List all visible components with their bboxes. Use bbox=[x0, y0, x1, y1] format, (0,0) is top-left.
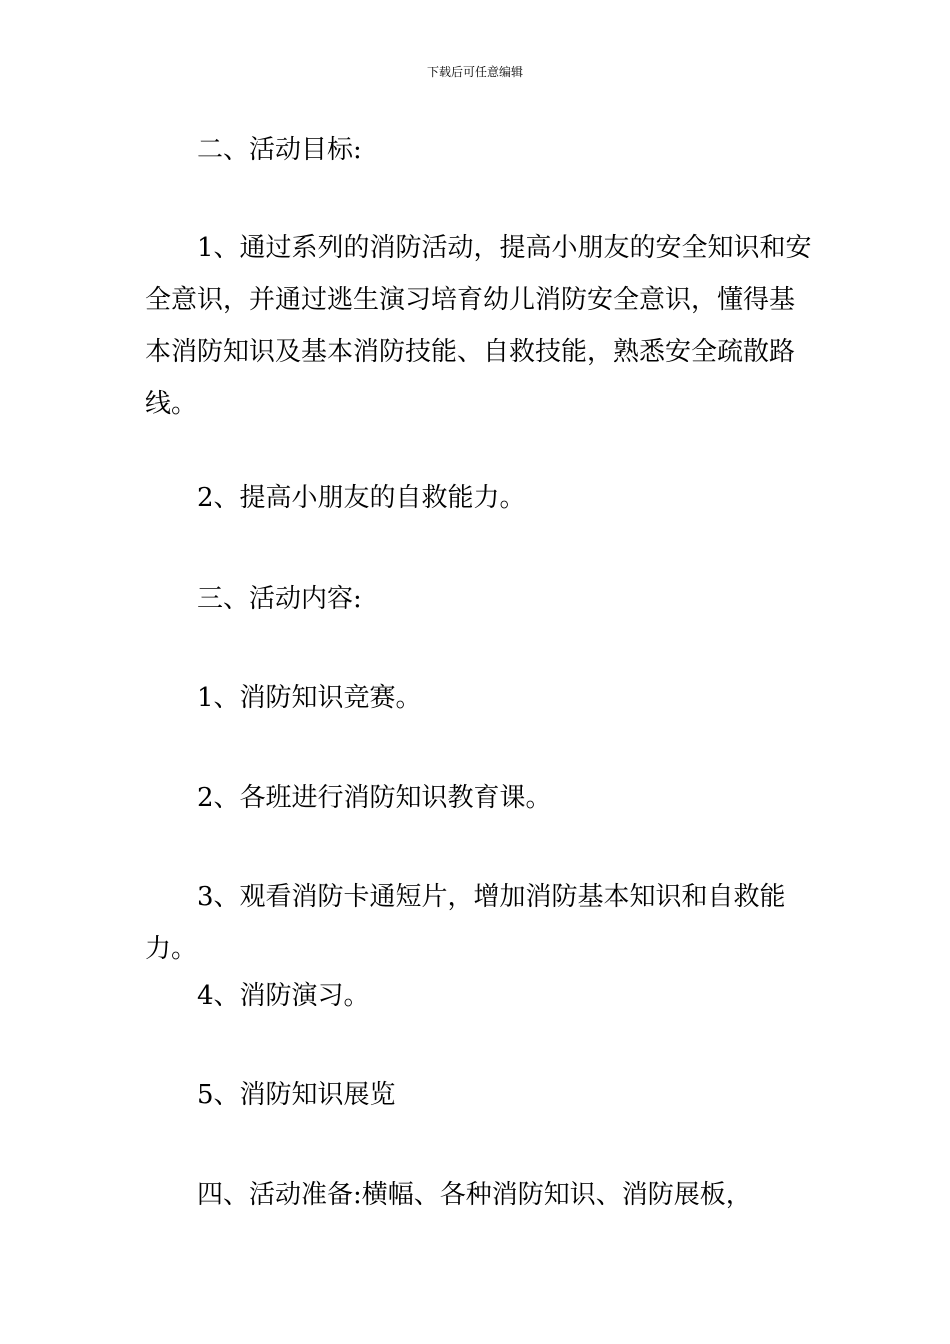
section-title-goals: 二、活动目标: bbox=[197, 135, 362, 165]
goal-item-2: 2、提高小朋友的自救能力。 bbox=[197, 483, 526, 513]
section-title-preparation: 四、活动准备:横幅、各种消防知识、消防展板， bbox=[197, 1180, 752, 1210]
content-item-1: 1、消防知识竞赛。 bbox=[197, 683, 422, 713]
content-item-3: 3、观看消防卡通短片，增加消防基本知识和自救能力。 bbox=[145, 882, 786, 964]
content-item-4: 4、消防演习。 bbox=[197, 981, 370, 1011]
section-title-content: 三、活动内容: bbox=[197, 584, 362, 614]
goal-item-1: 1、通过系列的消防活动，提高小朋友的安全知识和安全意识，并通过逃生演习培育幼儿消防安全意识，懂得基本消防知识及基本消防技能、自救技能，熟悉安全疏散路线。 bbox=[145, 233, 812, 419]
content-item-2: 2、各班进行消防知识教育课。 bbox=[197, 783, 552, 813]
page-header: 下载后可任意编辑 bbox=[426, 65, 523, 79]
content-item-5: 5、消防知识展览 bbox=[197, 1080, 396, 1110]
